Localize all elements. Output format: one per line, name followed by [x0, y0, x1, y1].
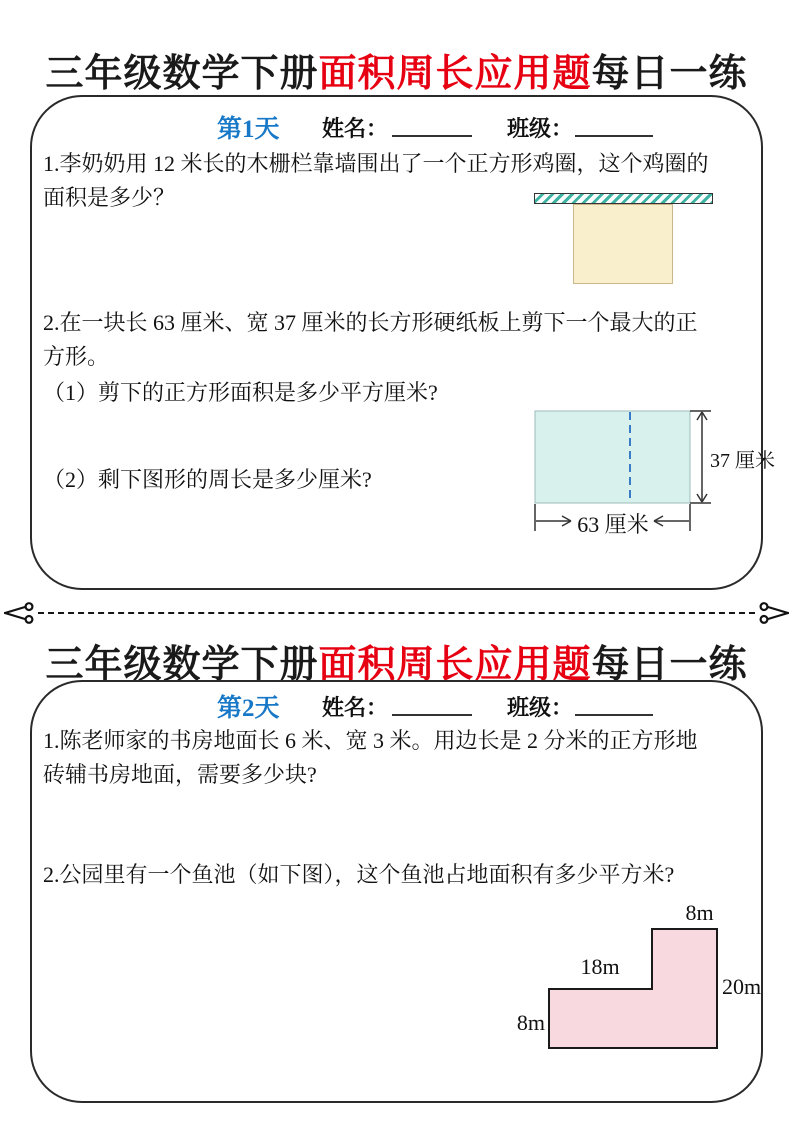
day1-problem2-line1: 2.在一块长 63 厘米、宽 37 厘米的长方形硬纸板上剪下一个最大的正: [43, 310, 698, 335]
height-dimension-label: 37 厘米: [710, 450, 775, 472]
cut-line: [4, 598, 789, 628]
chicken-coop-square: [573, 204, 673, 284]
day2-problem2-line1: 2.公园里有一个鱼池（如下图），这个鱼池占地面积有多少平方米?: [43, 862, 675, 887]
title-grade-part: 三年级数学下册: [45, 644, 319, 686]
day1-class-blank: [575, 115, 653, 137]
fish-pond-diagram: [467, 892, 767, 1062]
scissors-icon-left: [4, 602, 36, 624]
pond-right-dimension-label: 20m: [722, 974, 762, 999]
day1-label: 第1天: [217, 116, 280, 143]
day1-name-label: 姓名：: [322, 116, 389, 141]
title-grade-part: 三年级数学下册: [45, 53, 319, 95]
day1-worksheet-box: [30, 95, 775, 590]
title-topic-part: 面积周长应用题: [318, 53, 592, 95]
scissors-icon-right: [757, 602, 789, 624]
day1-problem2-line2: 方形。: [43, 344, 110, 369]
day1-class-label: 班级：: [507, 116, 574, 141]
day2-label: 第2天: [217, 695, 280, 722]
day1-problem2-question1: （1）剪下的正方形面积是多少平方厘米?: [43, 380, 438, 405]
pond-middle-dimension-label: 18m: [580, 954, 620, 979]
title-topic-part: 面积周长应用题: [318, 644, 592, 686]
day2-name-label: 姓名：: [322, 695, 389, 720]
cardboard-diagram: [497, 407, 787, 542]
day2-class-label: 班级：: [507, 695, 574, 720]
title-daily-part: 每日一练: [591, 53, 748, 95]
day1-name-blank: [392, 115, 472, 137]
day2-worksheet-box: [30, 680, 763, 1103]
worksheet-title-day1: [0, 42, 793, 97]
day2-problem1-line1: 1.陈老师家的书房地面长 6 米、宽 3 米。用边长是 2 分米的正方形地: [43, 728, 698, 753]
pond-left-dimension-label: 8m: [516, 1010, 545, 1035]
day1-problem1-line1: 1.李奶奶用 12 米长的木栅栏靠墙围出了一个正方形鸡圈，这个鸡圈的: [43, 151, 709, 176]
day1-problem1-line2: 面积是多少？: [43, 185, 176, 210]
wall-hatched-bar: [534, 193, 713, 204]
cut-dash-line: [38, 612, 755, 614]
width-dimension-label: 63 厘米: [577, 512, 649, 537]
day2-class-blank: [575, 694, 653, 716]
day2-problem1-line2: 砖辅书房地面，需要多少块?: [43, 762, 317, 787]
pond-top-dimension-label: 8m: [685, 900, 714, 925]
height-dimension-arrow: [690, 411, 711, 503]
day2-name-blank: [392, 694, 472, 716]
day1-problem2-question2: （2）剩下图形的周长是多少厘米?: [43, 467, 372, 492]
cardboard-rect: [535, 411, 690, 503]
fish-pond-polygon: [549, 929, 717, 1048]
title-daily-part: 每日一练: [591, 644, 748, 686]
